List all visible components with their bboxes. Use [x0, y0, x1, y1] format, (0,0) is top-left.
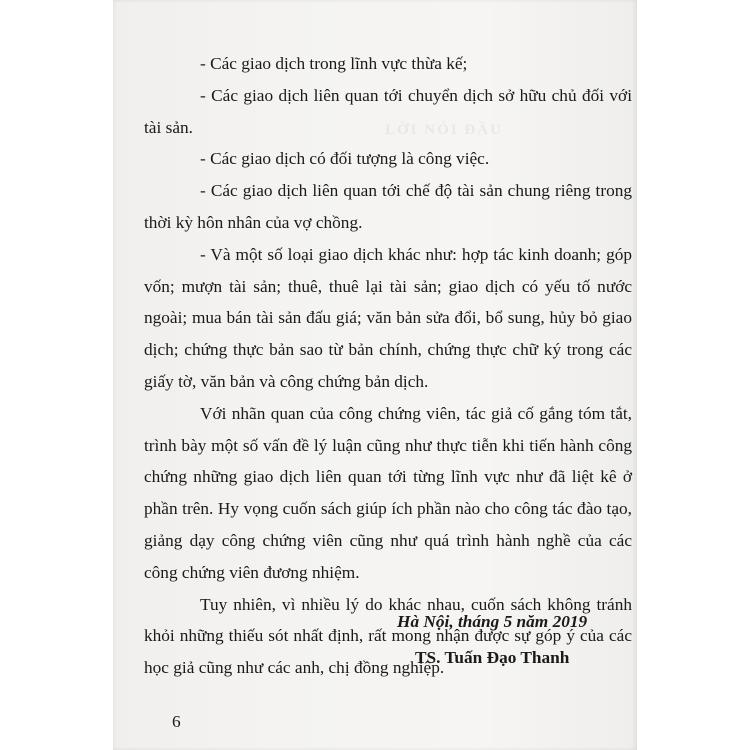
list-item: - Các giao dịch trong lĩnh vực thừa kế; [200, 54, 468, 73]
body-paragraph: Với nhãn quan của công chứng viên, tác giả cố gắng tóm tắt, trình bày một số vấn đề lý luận cũng như thực tiễn khi tiến hành công chứng những giao dịch liên quan tới từng lĩnh vực như đã liệt kê ở phần trên. Hy vọng cuốn sách giúp ích phần nào cho công tác đào tạo, giảng dạy công chứng viên cũng như quá trình hành nghề của các công chứng viên đương nhiệm. [144, 403, 632, 582]
list-item: - Và một số loại giao dịch khác như: hợp tác kinh doanh; góp vốn; mượn tài sản; thuê, thuê lại tài sản; giao dịch có yếu tố nước ngoài; mua bán tài sản đấu giá; văn bản sửa đổi, bổ sung, hủy bỏ giao dịch; chứng thực bản sao từ bản chính, chứng thực chữ ký trong các giấy tờ, văn bản và công chứng bản dịch. [144, 244, 632, 391]
list-item: - Các giao dịch liên quan tới chế độ tài sản chung riêng trong thời kỳ hôn nhân của vợ chồng. [144, 181, 632, 232]
author-signature: TS. Tuấn Đạo Thanh [415, 648, 570, 667]
book-page [113, 0, 637, 750]
page-number: 6 [172, 712, 181, 731]
body-paragraph: Tuy nhiên, vì nhiều lý do khác nhau, cuốn sách không tránh khỏi những thiếu sót nhất định, rất mong nhận được sự góp ý của các học giả cũng như các anh, chị đồng nghiệp. [144, 594, 632, 678]
place-date: Hà Nội, tháng 5 năm 2019 [397, 612, 588, 631]
page-body [144, 48, 632, 684]
list-item: - Các giao dịch có đối tượng là công việc. [200, 149, 490, 169]
list-item: - Các giao dịch liên quan tới chuyển dịch sở hữu chủ đối với tài sản. [144, 85, 632, 137]
bleed-through-text: LỜI NÓI ĐẦU [385, 122, 503, 138]
